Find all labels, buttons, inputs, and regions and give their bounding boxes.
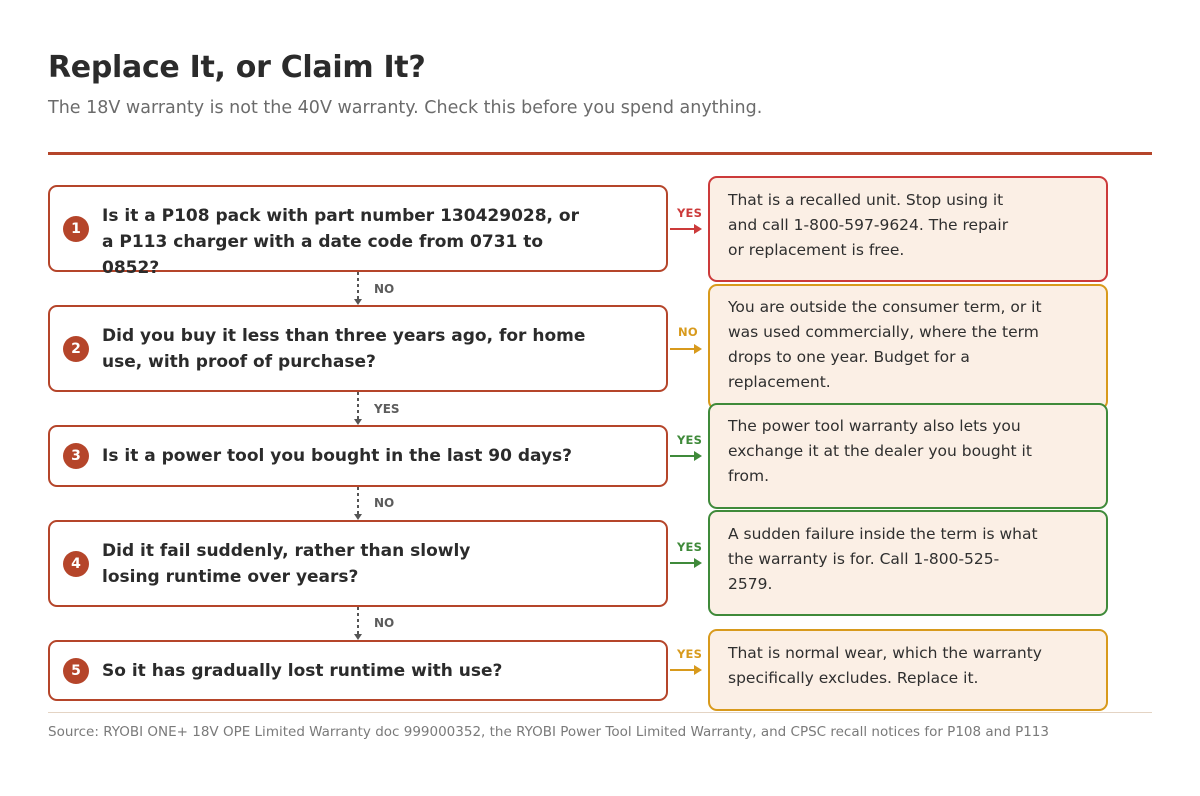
branch-arrow-5: [670, 664, 704, 676]
connector-arrow-3: [352, 487, 364, 521]
footer-divider: [48, 712, 1152, 713]
branch-label-1: YES: [677, 206, 703, 220]
answer-text-2: You are outside the consumer term, or it was used commercially, where the term drops to one year. Budget for a replacement.: [728, 298, 1042, 391]
question-text-2: Did you buy it less than three years ago, for home use, with proof of purchase?: [102, 325, 586, 372]
branch-arrow-4: [670, 557, 704, 569]
question-box-1: [48, 185, 668, 278]
answer-box-3: [708, 403, 1108, 509]
question-text-5: So it has gradually lost runtime with use?: [102, 660, 503, 681]
answer-text-4: A sudden failure inside the term is what the warranty is for. Call 1-800-525-2579.: [728, 525, 1038, 593]
answer-text-3: The power tool warranty also lets you exchange it at the dealer you bought it from.: [728, 417, 1032, 485]
branch-arrow-1: [670, 223, 704, 235]
step-number-badge-5: 5: [63, 658, 89, 684]
branch-label-5: YES: [677, 647, 703, 661]
answer-box-2: [708, 284, 1108, 410]
branch-arrow-3: [670, 450, 704, 462]
connector-label-2: YES: [374, 402, 400, 416]
branch-label-4: YES: [677, 540, 703, 554]
step-number-badge-1: 1: [63, 216, 89, 242]
connector-arrow-1: [352, 272, 364, 306]
answer-text-5: That is normal wear, which the warranty specifically excludes. Replace it.: [728, 644, 1042, 687]
question-text-3: Is it a power tool you bought in the last 90 days?: [102, 446, 573, 466]
answer-box-1: [708, 176, 1108, 282]
question-box-5: [48, 640, 668, 701]
page-title: Replace It, or Claim It?: [48, 50, 426, 85]
header-divider: [48, 152, 1152, 155]
question-box-3: [48, 425, 668, 487]
question-box-2: [48, 305, 668, 392]
branch-label-3: YES: [677, 433, 703, 447]
connector-arrow-4: [352, 607, 364, 641]
step-number-badge-4: 4: [63, 551, 89, 577]
question-text-4: Did it fail suddenly, rather than slowly losing runtime over years?: [102, 540, 471, 587]
step-number-badge-2: 2: [63, 336, 89, 362]
answer-box-5: [708, 629, 1108, 711]
connector-arrow-2: [352, 392, 364, 426]
connector-label-3: NO: [374, 496, 395, 510]
connector-label-4: NO: [374, 616, 395, 630]
answer-text-1: That is a recalled unit. Stop using it and call 1-800-597-9624. The repair or replacement is free.: [728, 191, 1009, 259]
answer-box-4: [708, 510, 1108, 616]
step-number-badge-3: 3: [63, 443, 89, 469]
connector-label-1: NO: [374, 282, 395, 296]
branch-label-2: NO: [678, 325, 698, 339]
branch-arrow-2: [670, 343, 704, 355]
page-subtitle: The 18V warranty is not the 40V warranty. Check this before you spend anything.: [48, 98, 763, 118]
question-text-1: Is it a P108 pack with part number 130429028, or a P113 charger with a date code from 0731 to 0852?: [102, 205, 579, 278]
question-box-4: [48, 520, 668, 607]
source-note: Source: RYOBI ONE+ 18V OPE Limited Warranty doc 999000352, the RYOBI Power Tool Limited Warranty, and CPSC recall notices for P108 and P113: [48, 724, 1049, 740]
